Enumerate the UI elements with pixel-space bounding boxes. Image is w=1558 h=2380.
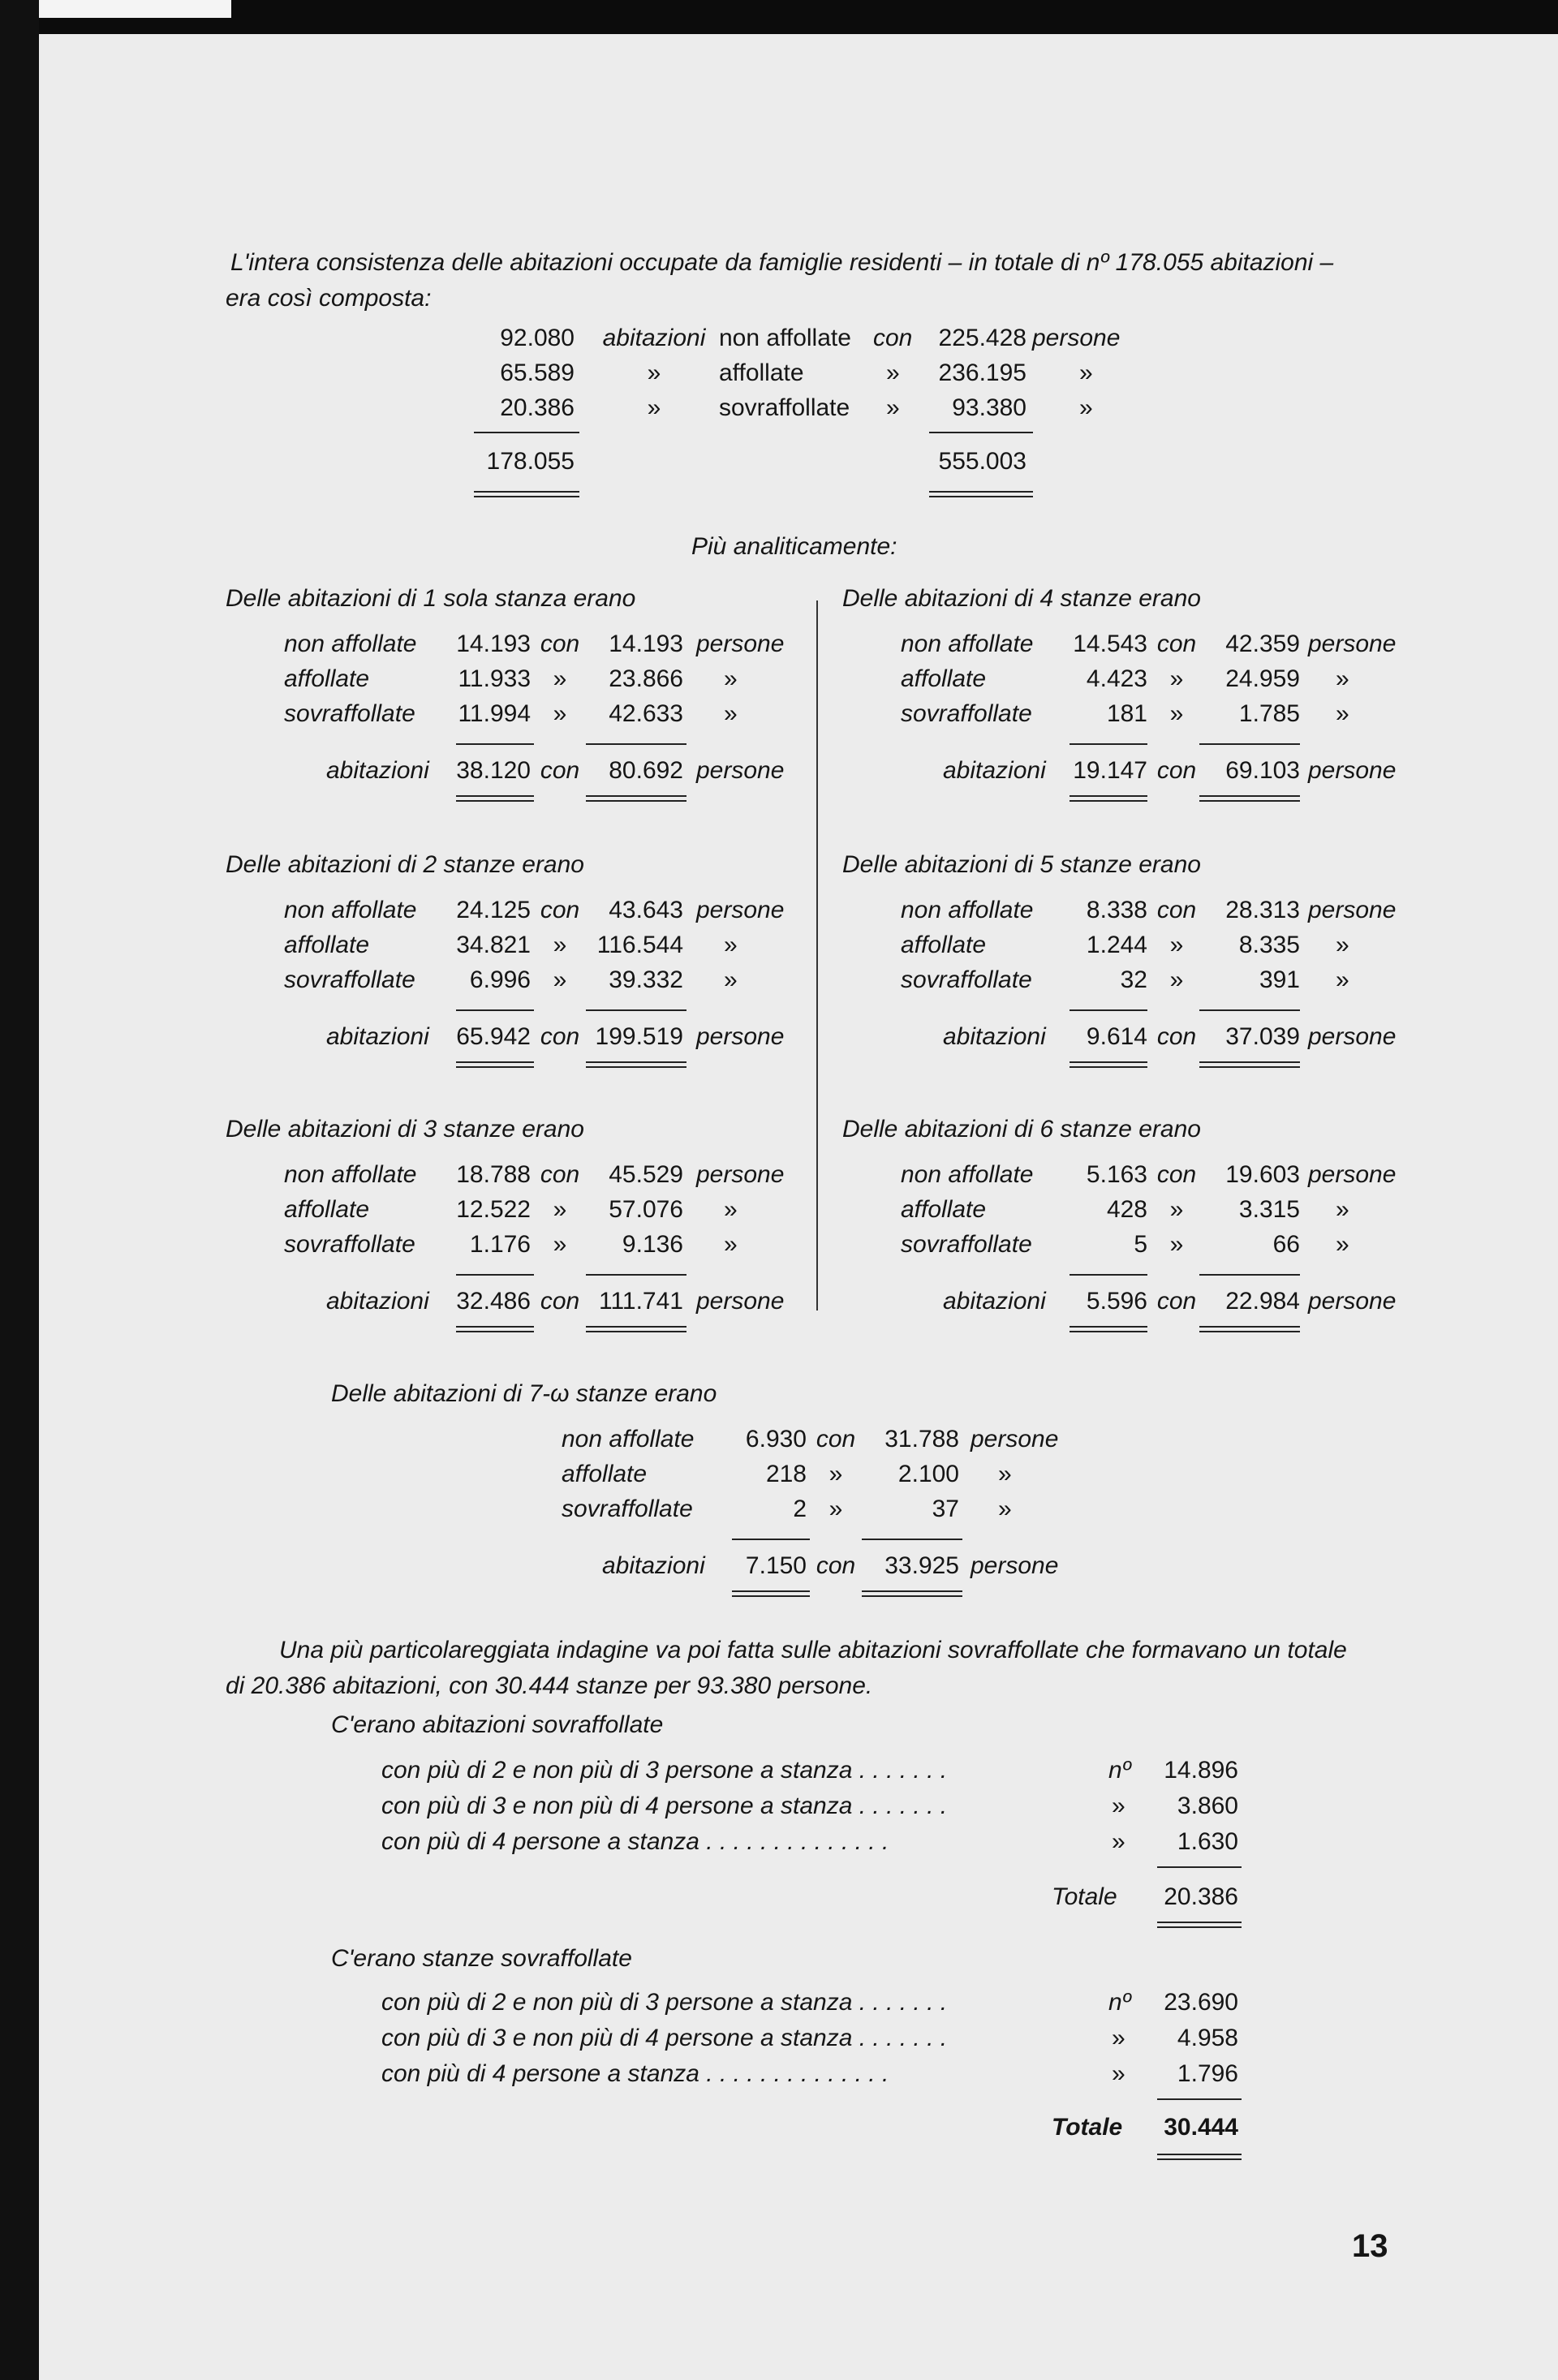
row-label: non affollate <box>284 631 417 657</box>
list-row-text: con più di 4 persone a stanza . . . . . . . . . . . . . . <box>381 2060 889 2087</box>
list-row-value: 4.958 <box>1177 2025 1238 2051</box>
row-persone: 391 <box>1259 966 1300 993</box>
summary-unit: persone <box>1032 325 1121 351</box>
list-total-value: 30.444 <box>1164 2114 1238 2141</box>
total-double-rule <box>1199 1326 1300 1332</box>
row-persone: 3.315 <box>1238 1196 1300 1223</box>
list-heading: C'erano stanze sovraffollate <box>331 1945 632 1972</box>
row-con: con <box>540 1161 580 1188</box>
summary-word: » <box>647 394 661 421</box>
row-unit: » <box>724 1196 738 1223</box>
row-label: non affollate <box>284 897 417 923</box>
row-abitazioni: 18.788 <box>456 1161 531 1188</box>
total-double-rule <box>586 795 686 802</box>
summary-persons: 225.428 <box>938 325 1026 351</box>
row-abitazioni: 14.193 <box>456 631 531 657</box>
total-abitazioni: 5.596 <box>1086 1288 1147 1315</box>
sum-rule <box>1199 743 1300 745</box>
list-row-text: con più di 2 e non più di 3 persone a stanza . . . . . . . <box>381 1757 948 1784</box>
total-con: con <box>1156 757 1197 784</box>
row-con: con <box>1156 897 1197 923</box>
total-persone: 199.519 <box>595 1023 683 1050</box>
list-row-mark: nº <box>1108 1757 1131 1784</box>
total-double-rule <box>1070 1061 1147 1068</box>
list-heading: C'erano abitazioni sovraffollate <box>331 1711 664 1738</box>
total-double-rule <box>1199 1061 1300 1068</box>
row-label: affollate <box>901 665 987 692</box>
row-label: sovraffollate <box>562 1496 693 1522</box>
row-label: sovraffollate <box>284 700 415 727</box>
block-title: Delle abitazioni di 2 stanze erano <box>226 851 584 878</box>
row-unit: » <box>1336 932 1349 958</box>
total-double-rule <box>862 1590 962 1597</box>
row-abitazioni: 1.176 <box>469 1231 531 1258</box>
row-unit: persone <box>1308 897 1397 923</box>
row-unit: persone <box>971 1426 1059 1453</box>
row-abitazioni: 8.338 <box>1086 897 1147 923</box>
list-total-value: 20.386 <box>1164 1883 1238 1910</box>
total-con: con <box>1156 1288 1197 1315</box>
row-con: » <box>828 1496 843 1522</box>
list-row-text: con più di 3 e non più di 4 persone a stanza . . . . . . . <box>381 2025 948 2051</box>
row-label: non affollate <box>901 631 1034 657</box>
summary-unit: » <box>1079 359 1093 386</box>
total-label: abitazioni <box>943 1023 1046 1050</box>
row-persone: 23.866 <box>609 665 683 692</box>
row-con: con <box>540 631 580 657</box>
row-abitazioni: 32 <box>1120 966 1147 993</box>
sum-rule <box>456 1274 534 1276</box>
total-persone: 33.925 <box>884 1552 959 1579</box>
total-con: con <box>540 1023 580 1050</box>
summary-type: affollate <box>719 359 804 386</box>
summary-count: 20.386 <box>500 394 575 421</box>
summary-con: » <box>886 394 900 421</box>
total-double-rule <box>1070 795 1147 802</box>
row-persone: 37 <box>932 1496 959 1522</box>
row-unit: » <box>724 665 738 692</box>
total-con: con <box>540 757 580 784</box>
summary-type: non affollate <box>719 325 851 351</box>
total-con: con <box>540 1288 580 1315</box>
list-row-value: 14.896 <box>1164 1757 1238 1784</box>
row-con: » <box>553 1196 567 1223</box>
total-persone: 37.039 <box>1225 1023 1300 1050</box>
row-con: » <box>553 665 567 692</box>
summary-rule <box>474 432 579 433</box>
summary-type: sovraffollate <box>719 394 850 421</box>
list-row-mark: » <box>1112 1828 1125 1855</box>
row-con: con <box>540 897 580 923</box>
total-con: con <box>1156 1023 1197 1050</box>
summary-word: abitazioni <box>602 325 706 351</box>
total-double-rule <box>1157 2154 1242 2160</box>
summary-double-rule <box>474 491 579 497</box>
total-double-rule <box>1157 1922 1242 1928</box>
row-abitazioni: 6.996 <box>469 966 531 993</box>
row-label: non affollate <box>901 897 1034 923</box>
list-row-value: 1.796 <box>1177 2060 1238 2087</box>
sum-rule <box>1157 1866 1242 1868</box>
row-unit: » <box>724 1231 738 1258</box>
row-label: affollate <box>284 665 370 692</box>
total-double-rule <box>456 795 534 802</box>
row-unit: » <box>1336 700 1349 727</box>
sum-rule <box>586 743 686 745</box>
summary-persons: 93.380 <box>952 394 1026 421</box>
summary-total-count: 178.055 <box>486 448 575 475</box>
row-label: affollate <box>901 932 987 958</box>
list-row-text: con più di 3 e non più di 4 persone a stanza . . . . . . . <box>381 1793 948 1819</box>
block-title: Delle abitazioni di 6 stanze erano <box>842 1116 1201 1143</box>
sum-rule <box>1070 1274 1147 1276</box>
sum-rule <box>1199 1009 1300 1011</box>
total-abitazioni: 38.120 <box>456 757 531 784</box>
scan-left-border <box>0 0 39 2380</box>
list-row-mark: » <box>1112 2025 1125 2051</box>
total-unit: persone <box>1308 1288 1397 1315</box>
total-abitazioni: 32.486 <box>456 1288 531 1315</box>
total-abitazioni: 7.150 <box>745 1552 807 1579</box>
row-persone: 42.359 <box>1225 631 1300 657</box>
total-unit: persone <box>696 757 785 784</box>
row-unit: » <box>998 1461 1012 1487</box>
intro-line-1: L'intera consistenza delle abitazioni occupate da famiglie residenti – in totale di nº 178.055 abitazioni – <box>230 249 1334 276</box>
summary-unit: » <box>1079 394 1093 421</box>
analytic-heading: Più analiticamente: <box>691 533 897 560</box>
summary-double-rule <box>929 491 1033 497</box>
total-persone: 111.741 <box>599 1288 683 1315</box>
row-unit: persone <box>1308 631 1397 657</box>
row-persone: 45.529 <box>609 1161 683 1188</box>
block-title: Delle abitazioni di 4 stanze erano <box>842 585 1201 612</box>
row-persone: 8.335 <box>1238 932 1300 958</box>
row-persone: 66 <box>1272 1231 1300 1258</box>
sum-rule <box>862 1539 962 1540</box>
row-abitazioni: 428 <box>1106 1196 1147 1223</box>
row-persone: 31.788 <box>884 1426 959 1453</box>
row-con: » <box>1169 1231 1184 1258</box>
row-abitazioni: 218 <box>765 1461 807 1487</box>
summary-rule <box>929 432 1033 433</box>
row-unit: » <box>724 932 738 958</box>
total-double-rule <box>586 1061 686 1068</box>
row-unit: » <box>1336 1196 1349 1223</box>
row-persone: 42.633 <box>609 700 683 727</box>
scan-top-border <box>0 0 1558 34</box>
summary-con: » <box>886 359 900 386</box>
row-abitazioni: 6.930 <box>745 1426 807 1453</box>
sum-rule <box>586 1274 686 1276</box>
total-persone: 69.103 <box>1225 757 1300 784</box>
sum-rule <box>1157 2098 1242 2100</box>
summary-con: con <box>873 325 913 351</box>
page-number: 13 <box>1352 2228 1388 2264</box>
list-total-label: Totale <box>1052 2114 1123 2141</box>
list-row-value: 1.630 <box>1177 1828 1238 1855</box>
list-row-value: 23.690 <box>1164 1989 1238 2016</box>
row-con: » <box>1169 966 1184 993</box>
total-abitazioni: 65.942 <box>456 1023 531 1050</box>
row-persone: 14.193 <box>609 631 683 657</box>
sum-rule <box>1070 1009 1147 1011</box>
row-abitazioni: 34.821 <box>456 932 531 958</box>
total-unit: persone <box>971 1552 1059 1579</box>
row-label: affollate <box>284 1196 370 1223</box>
row-label: sovraffollate <box>284 1231 415 1258</box>
row-persone: 28.313 <box>1225 897 1300 923</box>
row-con: con <box>816 1426 856 1453</box>
row-abitazioni: 14.543 <box>1073 631 1147 657</box>
row-con: » <box>553 932 567 958</box>
row-con: » <box>553 1231 567 1258</box>
row-con: » <box>1169 700 1184 727</box>
total-double-rule <box>456 1061 534 1068</box>
row-con: » <box>553 700 567 727</box>
total-unit: persone <box>696 1288 785 1315</box>
row-label: non affollate <box>901 1161 1034 1188</box>
sum-rule <box>586 1009 686 1011</box>
row-unit: persone <box>696 1161 785 1188</box>
block-title: Delle abitazioni di 5 stanze erano <box>842 851 1201 878</box>
list-row-mark: » <box>1112 2060 1125 2087</box>
row-unit: persone <box>1308 1161 1397 1188</box>
row-abitazioni: 1.244 <box>1086 932 1147 958</box>
total-unit: persone <box>1308 757 1397 784</box>
column-divider <box>816 600 818 1311</box>
summary-count: 92.080 <box>500 325 575 351</box>
total-label: abitazioni <box>326 1288 429 1315</box>
total-label: abitazioni <box>326 1023 429 1050</box>
block-title: Delle abitazioni di 7-ω stanze erano <box>331 1380 717 1407</box>
total-abitazioni: 19.147 <box>1073 757 1147 784</box>
list-total-label: Totale <box>1052 1883 1117 1910</box>
detail-line-2: di 20.386 abitazioni, con 30.444 stanze per 93.380 persone. <box>226 1672 873 1699</box>
row-con: » <box>1169 1196 1184 1223</box>
row-abitazioni: 5 <box>1134 1231 1147 1258</box>
summary-word: » <box>647 359 661 386</box>
row-unit: » <box>1336 1231 1349 1258</box>
total-label: abitazioni <box>943 1288 1046 1315</box>
row-unit: » <box>998 1496 1012 1522</box>
row-label: sovraffollate <box>901 700 1032 727</box>
total-con: con <box>816 1552 856 1579</box>
row-persone: 9.136 <box>622 1231 683 1258</box>
total-label: abitazioni <box>943 757 1046 784</box>
row-persone: 24.959 <box>1225 665 1300 692</box>
row-unit: » <box>1336 665 1349 692</box>
block-title: Delle abitazioni di 3 stanze erano <box>226 1116 584 1143</box>
total-double-rule <box>732 1590 810 1597</box>
row-label: sovraffollate <box>284 966 415 993</box>
row-con: » <box>1169 932 1184 958</box>
row-persone: 39.332 <box>609 966 683 993</box>
row-abitazioni: 12.522 <box>456 1196 531 1223</box>
intro-line-2: era così composta: <box>226 285 432 312</box>
row-unit: » <box>724 966 738 993</box>
row-con: » <box>553 966 567 993</box>
total-persone: 22.984 <box>1225 1288 1300 1315</box>
row-label: sovraffollate <box>901 1231 1032 1258</box>
summary-persons: 236.195 <box>938 359 1026 386</box>
total-label: abitazioni <box>602 1552 705 1579</box>
summary-total-persons: 555.003 <box>938 448 1026 475</box>
sum-rule <box>1199 1274 1300 1276</box>
list-row-text: con più di 2 e non più di 3 persone a stanza . . . . . . . <box>381 1989 948 2016</box>
row-persone: 1.785 <box>1238 700 1300 727</box>
total-double-rule <box>586 1326 686 1332</box>
row-abitazioni: 5.163 <box>1086 1161 1147 1188</box>
list-row-value: 3.860 <box>1177 1793 1238 1819</box>
sum-rule <box>732 1539 810 1540</box>
row-label: affollate <box>562 1461 648 1487</box>
total-unit: persone <box>696 1023 785 1050</box>
row-persone: 43.643 <box>609 897 683 923</box>
list-row-mark: » <box>1112 1793 1125 1819</box>
row-persone: 116.544 <box>596 932 683 958</box>
row-unit: persone <box>696 897 785 923</box>
total-unit: persone <box>1308 1023 1397 1050</box>
row-abitazioni: 11.994 <box>458 700 531 727</box>
row-abitazioni: 24.125 <box>456 897 531 923</box>
list-row-text: con più di 4 persone a stanza . . . . . . . . . . . . . . <box>381 1828 889 1855</box>
row-abitazioni: 11.933 <box>458 665 531 692</box>
row-abitazioni: 4.423 <box>1086 665 1147 692</box>
total-double-rule <box>1070 1326 1147 1332</box>
row-label: affollate <box>284 932 370 958</box>
row-con: con <box>1156 1161 1197 1188</box>
row-unit: persone <box>696 631 785 657</box>
row-con: » <box>828 1461 843 1487</box>
row-con: » <box>1169 665 1184 692</box>
sum-rule <box>456 743 534 745</box>
row-label: affollate <box>901 1196 987 1223</box>
sum-rule <box>1070 743 1147 745</box>
detail-line-1: Una più particolareggiata indagine va poi fatta sulle abitazioni sovraffollate che formavano un totale <box>279 1637 1347 1663</box>
total-double-rule <box>456 1326 534 1332</box>
row-label: sovraffollate <box>901 966 1032 993</box>
row-con: con <box>1156 631 1197 657</box>
row-unit: » <box>724 700 738 727</box>
sum-rule <box>456 1009 534 1011</box>
total-abitazioni: 9.614 <box>1086 1023 1147 1050</box>
list-row-mark: nº <box>1108 1989 1131 2016</box>
row-persone: 2.100 <box>897 1461 959 1487</box>
total-label: abitazioni <box>326 757 429 784</box>
row-label: non affollate <box>284 1161 417 1188</box>
row-persone: 19.603 <box>1225 1161 1300 1188</box>
row-abitazioni: 2 <box>793 1496 807 1522</box>
row-abitazioni: 181 <box>1106 700 1147 727</box>
row-persone: 57.076 <box>609 1196 683 1223</box>
block-title: Delle abitazioni di 1 sola stanza erano <box>226 585 636 612</box>
row-label: non affollate <box>562 1426 695 1453</box>
total-double-rule <box>1199 795 1300 802</box>
total-persone: 80.692 <box>609 757 683 784</box>
summary-count: 65.589 <box>500 359 575 386</box>
row-unit: » <box>1336 966 1349 993</box>
